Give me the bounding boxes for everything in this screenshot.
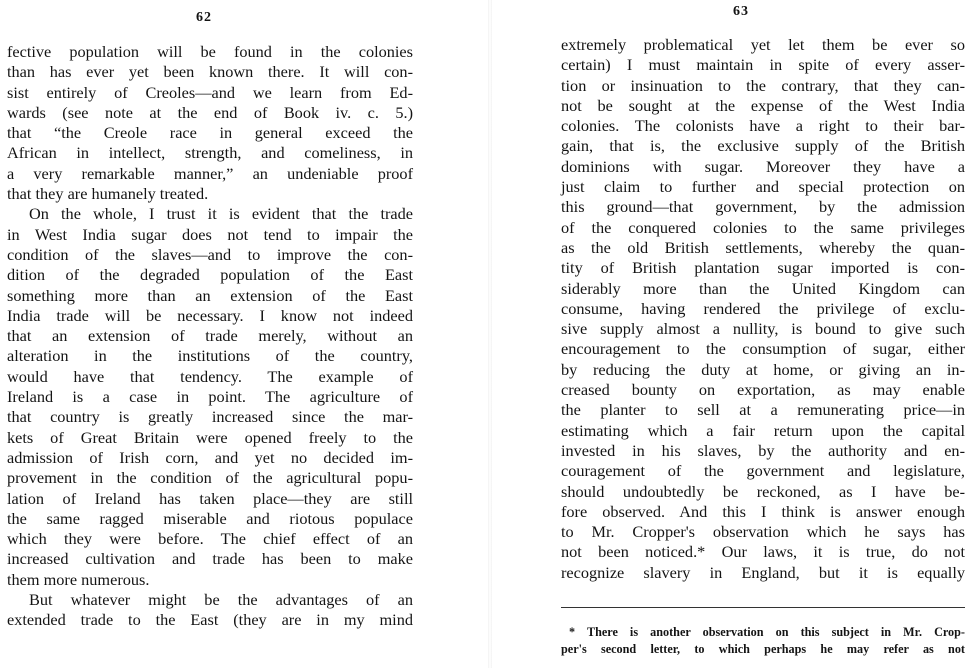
text-line: to Mr. Cropper's observation which he says has — [561, 522, 965, 542]
text-line: India trade will be necessary. I know not indeed — [7, 305, 413, 325]
left-page-number: 62 — [196, 10, 212, 25]
text-line: fore observed. And this I think is answer enough — [561, 501, 965, 521]
text-line: them more numerous. — [7, 569, 150, 589]
text-line: gain, that is, the exclusive supply of the British — [561, 136, 965, 156]
text-line: not been noticed.* Our laws, it is true, do not — [561, 542, 965, 562]
text-line: kets of Great Britain were opened freely to the — [7, 427, 413, 447]
text-line: admission of Irish corn, and yet no decided im- — [7, 447, 413, 467]
text-line: not be sought at the expense of the West India — [561, 95, 965, 115]
text-line: in West India sugar does not tend to impair the — [7, 224, 413, 244]
text-line: sist entirely of Creoles—and we learn from Ed- — [7, 82, 413, 102]
text-line: encouragement to the consumption of sugar, either — [561, 339, 965, 359]
text-line: that an extension of trade merely, without an — [7, 326, 413, 346]
footnote — [561, 624, 965, 658]
text-line: sive supply almost a nullity, is bound to give such — [561, 319, 965, 339]
text-line: condition of the slaves—and to improve the con- — [7, 244, 413, 264]
text-line: dition of the degraded population of the East — [7, 265, 413, 285]
text-line: that country is greatly increased since the mar- — [7, 407, 413, 427]
text-line: consume, having rendered the privilege of exclu- — [561, 298, 965, 318]
text-line: as the old British settlements, whereby the quan- — [561, 237, 965, 257]
text-line: something more than an extension of the East — [7, 285, 413, 305]
text-line: wards (see note at the end of Book iv. c. 5.) — [7, 102, 413, 122]
text-line: a very remarkable manner,” an undeniable proof — [7, 163, 413, 183]
text-line: Ireland is a case in point. The agriculture of — [7, 387, 413, 407]
text-line: would have that tendency. The example of — [7, 366, 413, 386]
text-line: fective population will be found in the colonies — [7, 42, 413, 61]
text-line: invested in his slaves, by the authority and en- — [561, 440, 965, 460]
text-line: lation of Ireland has taken place—they are still — [7, 488, 413, 508]
text-line: than has ever yet been known there. It will con- — [7, 62, 413, 82]
text-line: provement in the condition of the agricultural popu- — [7, 468, 413, 488]
text-line: tity of British plantation sugar imported is con- — [561, 258, 965, 278]
right-page-number: 63 — [733, 4, 749, 19]
footnote-line: per's second letter, to which perhaps he may refer as not — [561, 642, 965, 656]
footnote-divider — [561, 607, 965, 608]
text-line: of the conquered colonies to the same privileges — [561, 217, 965, 237]
paragraph-start: But whatever might be the advantages of an — [29, 590, 413, 610]
text-line: should undoubtedly be reckoned, as I have be- — [561, 481, 965, 501]
text-line: alteration in the institutions of the country, — [7, 346, 413, 366]
text-line: creased bounty on exportation, as may enable — [561, 380, 965, 400]
text-line: extremely problematical yet let them be ever so — [561, 35, 965, 54]
paragraph-start: On the whole, I trust it is evident that the trade — [29, 204, 413, 224]
text-line: that “the Creole race in general exceed the — [7, 123, 413, 143]
text-line: extended trade to the East (they are in my mind — [7, 610, 413, 630]
text-line: increased cultivation and trade has been to make — [7, 549, 413, 569]
text-line: dominions with sugar. Moreover they have a — [561, 156, 965, 176]
left-page-body — [7, 42, 413, 631]
text-line: African in intellect, strength, and comeliness, in — [7, 143, 413, 163]
text-line: tion or insinuation to the contrary, that they can- — [561, 75, 965, 95]
text-line: estimating which a fair return upon the capital — [561, 420, 965, 440]
right-page — [490, 0, 980, 668]
footnote-line: * There is another observation on this subject in Mr. Crop- — [569, 625, 965, 639]
text-line: the same ragged miserable and riotous populace — [7, 508, 413, 528]
text-line: by reducing the duty at home, or giving an in- — [561, 359, 965, 379]
text-line: colonies. The colonists have a right to their bar- — [561, 116, 965, 136]
text-line: couragement of the government and legislature, — [561, 461, 965, 481]
text-line: the planter to sell at a remunerating price—in — [561, 400, 965, 420]
text-line: which they were before. The chief effect of an — [7, 529, 413, 549]
text-line: siderably more than the United Kingdom can — [561, 278, 965, 298]
text-line: this ground—that government, by the admission — [561, 197, 965, 217]
text-line: just claim to further and special protection on — [561, 177, 965, 197]
text-line: certain) I must maintain in spite of every asser- — [561, 55, 965, 75]
text-line: recognize slavery in England, but it is equally — [561, 562, 965, 582]
right-page-body — [561, 35, 965, 583]
text-line: that they are humanely treated. — [7, 184, 209, 204]
